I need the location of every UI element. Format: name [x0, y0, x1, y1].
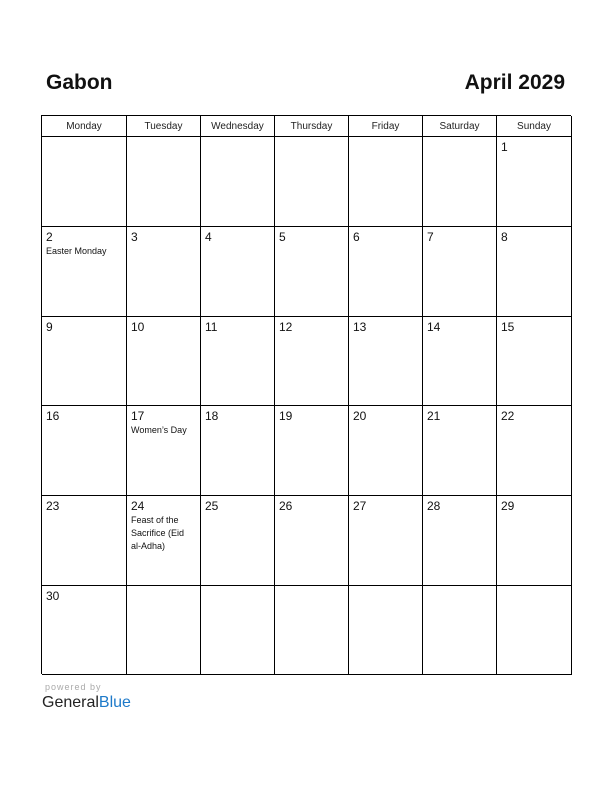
weekday-header: Thursday	[275, 116, 349, 137]
holiday-label: Easter Monday	[46, 246, 107, 256]
day-cell	[127, 137, 201, 227]
day-number: 27	[353, 499, 367, 513]
powered-by-label: powered by	[45, 682, 102, 692]
day-cell	[201, 227, 275, 317]
holiday-label: Women’s Day	[131, 425, 187, 435]
day-cell	[497, 227, 572, 317]
day-number: 17	[131, 409, 145, 423]
day-cell	[201, 586, 275, 675]
day-cell	[42, 317, 127, 406]
country-title: Gabon	[46, 71, 113, 94]
day-cell	[349, 586, 423, 675]
day-number: 6	[353, 230, 360, 244]
day-number: 5	[279, 230, 286, 244]
day-cell	[497, 496, 572, 586]
day-cell	[127, 496, 201, 586]
day-cell	[275, 496, 349, 586]
day-cell	[423, 496, 497, 586]
day-cell	[497, 317, 572, 406]
day-number: 11	[205, 320, 218, 334]
weekday-header: Wednesday	[201, 116, 275, 137]
brand-name-blue: Blue	[98, 694, 131, 711]
day-cell	[201, 496, 275, 586]
day-cell	[349, 227, 423, 317]
day-cell	[275, 227, 349, 317]
day-number: 12	[279, 320, 293, 334]
day-cell	[42, 406, 127, 496]
day-cell	[42, 227, 127, 317]
month-year-title: April 2029	[464, 71, 565, 94]
day-cell	[42, 586, 127, 675]
brand-logo[interactable]	[42, 694, 131, 712]
weekday-header: Monday	[42, 116, 127, 137]
day-number: 3	[131, 230, 138, 244]
day-number: 4	[205, 230, 212, 244]
weekday-header: Friday	[349, 116, 423, 137]
day-number: 21	[427, 409, 441, 423]
day-number: 1	[501, 140, 508, 154]
day-cell	[201, 406, 275, 496]
day-number: 19	[279, 409, 293, 423]
day-cell	[349, 406, 423, 496]
day-cell	[201, 137, 275, 227]
day-number: 29	[501, 499, 515, 513]
day-cell	[201, 317, 275, 406]
day-cell	[423, 227, 497, 317]
day-number: 14	[427, 320, 441, 334]
brand-name-general: General	[42, 694, 99, 711]
day-number: 2	[46, 230, 53, 244]
day-number: 9	[46, 320, 53, 334]
day-cell	[497, 586, 572, 675]
day-cell	[349, 137, 423, 227]
day-number: 13	[353, 320, 367, 334]
day-number: 16	[46, 409, 60, 423]
weekday-header: Saturday	[423, 116, 497, 137]
day-number: 18	[205, 409, 219, 423]
day-cell	[42, 137, 127, 227]
day-number: 7	[427, 230, 434, 244]
day-cell	[275, 406, 349, 496]
day-number: 30	[46, 589, 60, 603]
day-cell	[423, 137, 497, 227]
day-cell	[349, 496, 423, 586]
day-cell	[127, 317, 201, 406]
day-number: 26	[279, 499, 293, 513]
day-number: 15	[501, 320, 515, 334]
day-number: 10	[131, 320, 145, 334]
day-cell	[423, 317, 497, 406]
day-cell	[127, 586, 201, 675]
day-cell	[275, 317, 349, 406]
calendar-grid	[41, 115, 571, 674]
day-cell	[127, 406, 201, 496]
day-number: 22	[501, 409, 515, 423]
day-number: 8	[501, 230, 508, 244]
holiday-label: Feast of the Sacrifice (Eid al-Adha)	[131, 515, 185, 551]
day-cell	[423, 586, 497, 675]
day-cell	[127, 227, 201, 317]
day-cell	[497, 406, 572, 496]
weekday-header: Tuesday	[127, 116, 201, 137]
weekday-header: Sunday	[497, 116, 572, 137]
day-cell	[275, 586, 349, 675]
day-number: 28	[427, 499, 441, 513]
day-cell	[349, 317, 423, 406]
day-number: 24	[131, 499, 145, 513]
day-cell	[423, 406, 497, 496]
day-cell	[275, 137, 349, 227]
day-cell	[497, 137, 572, 227]
day-cell	[42, 496, 127, 586]
day-number: 25	[205, 499, 219, 513]
day-number: 20	[353, 409, 367, 423]
day-number: 23	[46, 499, 60, 513]
